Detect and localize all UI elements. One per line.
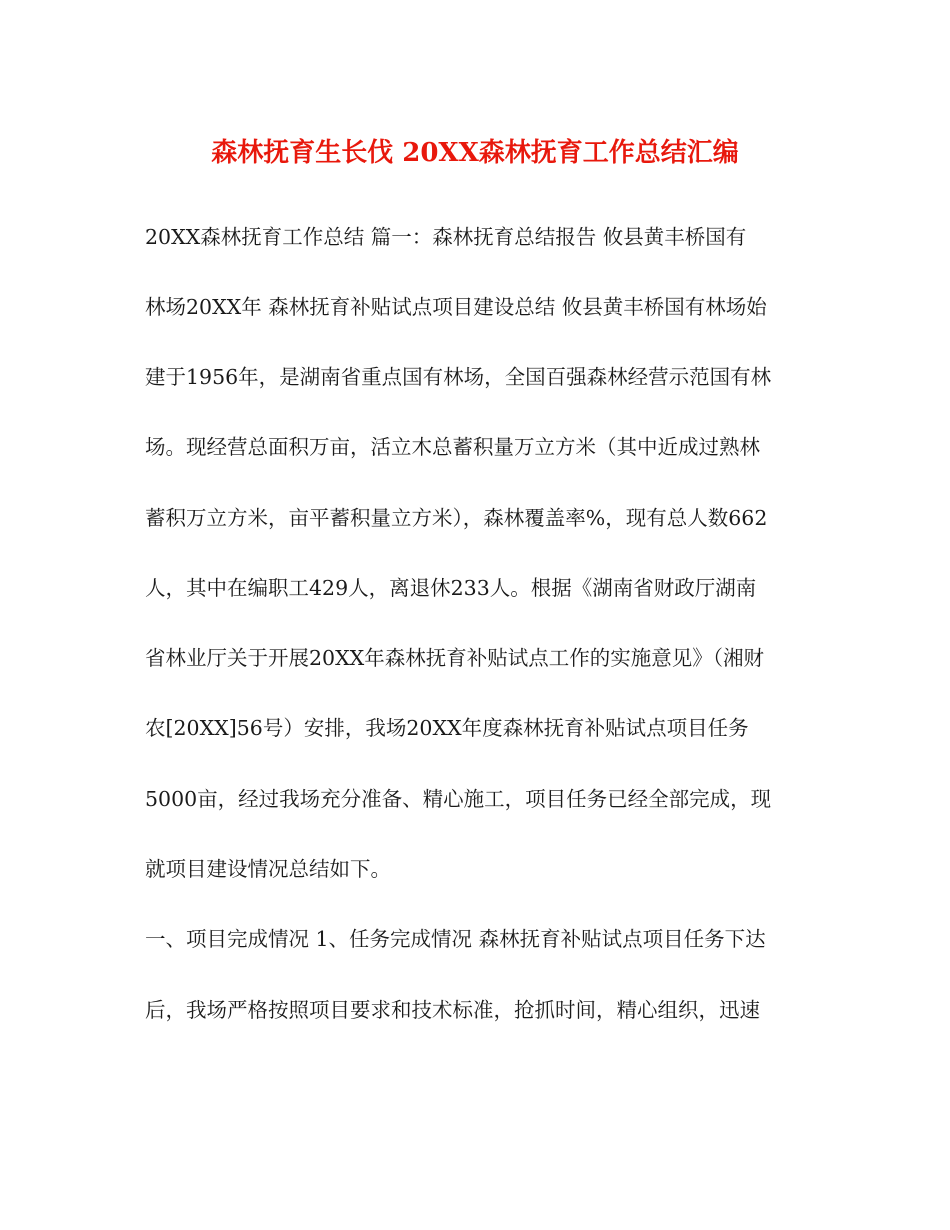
paragraph-line: 一、项目完成情况 1、任务完成情况 森林抚育补贴试点项目任务下达 <box>145 927 766 951</box>
paragraph-line: 场。现经营总面积万亩，活立木总蓄积量万立方米（其中近成过熟林 <box>145 435 760 459</box>
paragraph-line: 林场20XX年 森林抚育补贴试点项目建设总结 攸县黄丰桥国有林场始 <box>145 295 767 319</box>
paragraph-line: 5000亩，经过我场充分准备、精心施工，项目任务已经全部完成，现 <box>145 787 772 811</box>
paragraph-line: 人，其中在编职工429人，离退休233人。根据《湖南省财政厅湖南 <box>145 576 757 600</box>
paragraph-line: 农[20XX]56号）安排，我场20XX年度森林抚育补贴试点项目任务 <box>145 716 749 740</box>
paragraph-line: 省林业厅关于开展20XX年森林抚育补贴试点工作的实施意见》（湘财 <box>145 646 765 670</box>
paragraph-line: 建于1956年，是湖南省重点国有林场，全国百强森林经营示范国有林 <box>145 365 772 389</box>
paragraph-line: 20XX森林抚育工作总结 篇一：森林抚育总结报告 攸县黄丰桥国有 <box>145 225 747 249</box>
paragraph-line: 蓄积万立方米，亩平蓄积量立方米），森林覆盖率%，现有总人数662 <box>145 506 768 530</box>
paragraph-line: 后，我场严格按照项目要求和技术标准，抢抓时间，精心组织，迅速 <box>145 998 760 1022</box>
paragraph-line: 就项目建设情况总结如下。 <box>145 857 391 881</box>
document-title: 森林抚育生长伐 20XX森林抚育工作总结汇编 <box>211 138 739 168</box>
